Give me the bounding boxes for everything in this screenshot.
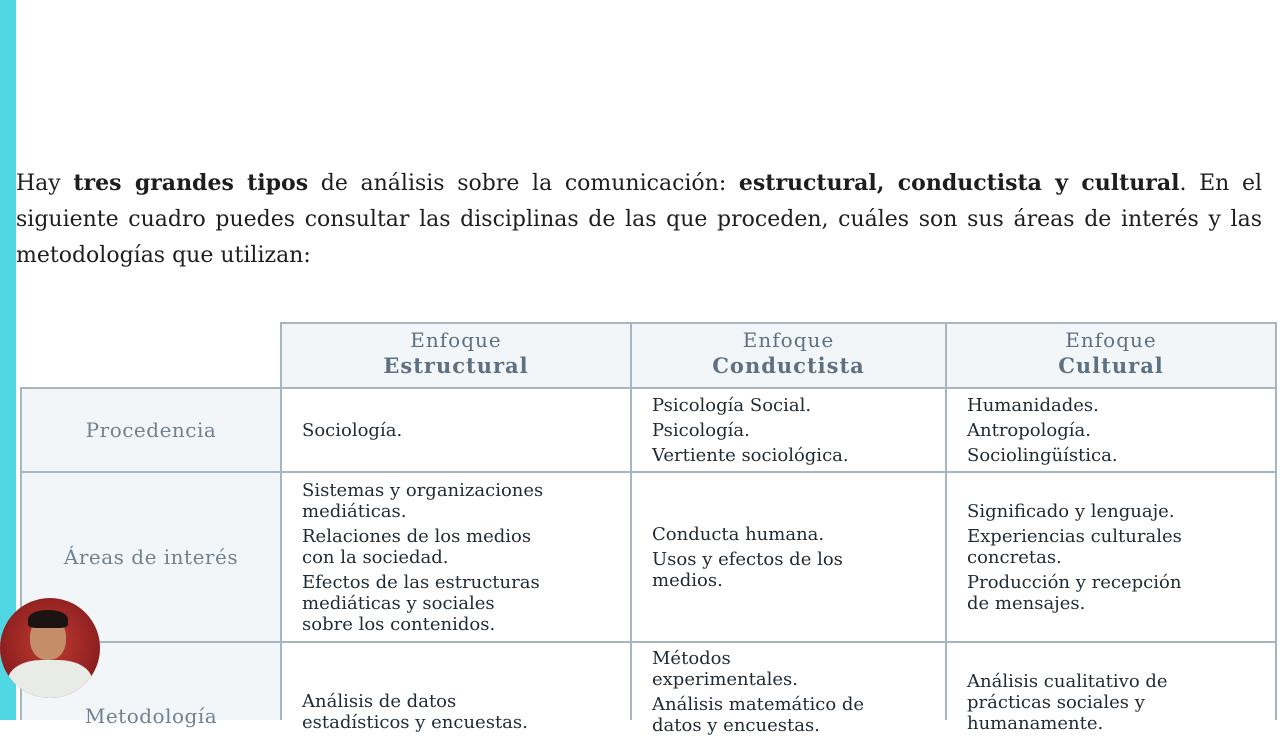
cell-line: con la sociedad. [302,546,449,568]
cell-line: humanamente. [967,713,1104,734]
avatar-hair [28,610,68,628]
cell-line: datos y encuestas. [652,715,820,736]
header-cultural-main: Cultural [1058,353,1164,378]
cell-line: Métodos [652,648,731,669]
cell-line: Sociología. [302,419,403,441]
cell-metodologia-structural [280,641,632,733]
cell-line: Producción y recepción [967,571,1182,593]
cell-line: Significado y lenguaje. [967,500,1175,522]
cell-line: mediáticas y sociales [302,592,495,614]
header-cultural [945,322,1277,389]
cell-line: Sistemas y organizaciones [302,479,544,501]
cell-line: Psicología. [652,419,750,441]
intro-text-2: de análisis sobre la comunicación: [308,171,739,196]
cell-line: concretas. [967,546,1062,568]
cell-procedencia-structural [280,387,632,473]
row-label-metodologia-text: Metodología [84,704,218,728]
cell-line: Psicología Social. [652,394,812,416]
avatar-shirt [8,660,92,698]
presenter-webcam-avatar [0,598,100,698]
header-conductist [630,322,947,389]
cell-procedencia-cultural [945,387,1277,473]
cell-line: estadísticos y encuestas. [302,712,528,733]
cell-metodologia-conductist [630,641,947,736]
cell-line: medios. [652,569,723,591]
cell-areas-conductist [630,471,947,643]
header-conductist-top: Enfoque [742,328,835,352]
cell-line: Usos y efectos de los [652,548,843,570]
cell-line: experimentales. [652,669,798,690]
cell-line: Análisis matemático de [652,694,865,715]
header-structural-main: Estructural [383,353,529,378]
header-structural-top: Enfoque [410,328,502,352]
cell-line: Humanidades. [967,394,1099,416]
cell-line: Antropología. [967,419,1091,441]
intro-paragraph [16,165,1262,274]
intro-bold-2: estructural, conductista y cultural [738,170,1180,196]
intro-text-1: Hay [16,171,74,196]
cell-areas-structural [280,471,632,643]
cell-line: Conducta humana. [652,523,825,545]
header-cultural-top: Enfoque [1065,328,1157,352]
cell-line: Análisis de datos [302,691,457,712]
cell-line: Experiencias culturales [967,525,1182,547]
cell-metodologia-cultural [945,641,1277,734]
cell-line: sobre los contenidos. [302,613,496,635]
intro-bold-1: tres grandes tipos [73,170,309,196]
cell-line: Efectos de las estructuras [302,571,540,593]
cell-line: Análisis cualitativo de [967,671,1168,692]
header-conductist-main: Conductista [712,353,865,378]
cell-areas-cultural [945,471,1277,643]
intro-text-3: . En el siguiente cuadro puedes consultar las disciplinas de las que proceden, cuáles son sus áreas de interés y las metodologías que utilizan: [16,171,1263,268]
cell-line: Sociolingüística. [967,444,1118,466]
cell-line: de mensajes. [967,592,1086,614]
header-structural [280,322,632,389]
row-label-procedencia: Procedencia [20,387,282,473]
cell-procedencia-conductist [630,387,947,473]
cell-line: prácticas sociales y [967,692,1145,713]
cell-line: Vertiente sociológica. [652,444,849,466]
cell-line: mediáticas. [302,500,407,522]
cell-line: Relaciones de los medios [302,525,532,547]
row-label-areas: Áreas de interés [20,471,282,643]
